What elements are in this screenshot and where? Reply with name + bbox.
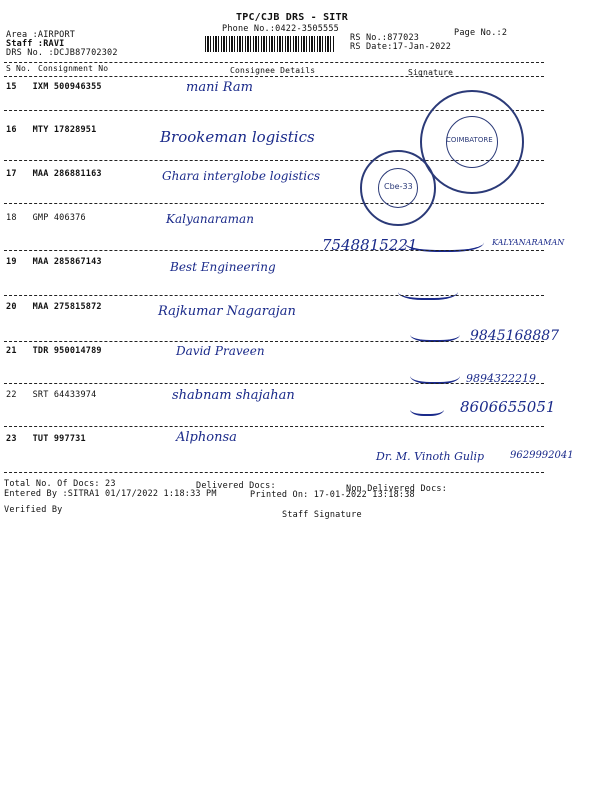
- divider: [4, 426, 544, 427]
- row-sno: 15: [6, 82, 17, 92]
- row-consignment: MAA 285867143: [32, 257, 102, 267]
- row-consignment: SRT 64433974: [32, 390, 97, 400]
- divider: [4, 203, 544, 204]
- signature-scribble: [410, 400, 444, 416]
- drs-number: DRS No. :DCJB87702302: [6, 48, 118, 58]
- rs-date: RS Date:17-Jan-2022: [350, 42, 452, 52]
- signature-scribble: [404, 228, 484, 252]
- row-sno: 17: [6, 169, 17, 179]
- phone-handwritten: 9845168887: [470, 328, 560, 344]
- consignee-name: Rajkumar Nagarajan: [158, 304, 296, 319]
- stamp-text: Cbe-33: [384, 182, 413, 191]
- verified-by: Verified By: [4, 505, 63, 515]
- row-21: [6, 346, 102, 356]
- barcode: [205, 36, 335, 52]
- document-title: TPC/CJB DRS - SITR: [236, 12, 348, 23]
- divider: [4, 472, 544, 473]
- row-15: [6, 82, 102, 92]
- divider: [4, 250, 544, 251]
- rs-number: RS No.:877023: [350, 33, 420, 43]
- page-number: Page No.:2: [454, 28, 508, 38]
- row-consignment: GMP 406376: [32, 213, 86, 223]
- staff-signature-label: Staff Signature: [282, 510, 362, 520]
- consignee-name: Ghara interglobe logistics: [162, 169, 321, 183]
- phone-handwritten: 8606655051: [460, 398, 556, 416]
- row-sno: 16: [6, 125, 17, 135]
- col-signature: Signature: [408, 68, 454, 77]
- consignee-name: shabnam shajahan: [172, 388, 295, 403]
- row-sno: 18: [6, 213, 17, 223]
- row-sno: 23: [6, 434, 17, 444]
- consignee-name: Brookeman logistics: [160, 128, 315, 146]
- signature-scribble: [410, 364, 460, 384]
- divider: [4, 383, 544, 384]
- staff-label: Staff :RAVI: [6, 39, 65, 49]
- row-sno: 22: [6, 390, 17, 400]
- consignee-name: Alphonsa: [176, 430, 237, 445]
- phone-handwritten: 7548815221: [322, 236, 418, 254]
- signature-scribble: [398, 280, 458, 300]
- company-stamp: [420, 90, 524, 194]
- row-sno: 20: [6, 302, 17, 312]
- entered-by: Entered By :SITRA1 01/17/2022 1:18:33 PM: [4, 489, 217, 499]
- phone-handwritten: 9894322219: [466, 372, 536, 385]
- row-18: [6, 213, 86, 223]
- row-consignment: IXM 500946355: [32, 82, 102, 92]
- consignee-name: mani Ram: [186, 80, 253, 95]
- delivered-docs: Delivered Docs:: [196, 481, 276, 491]
- row-22: [6, 390, 96, 400]
- signature-name: Dr. M. Vinoth Gulip: [376, 450, 485, 463]
- total-docs: Total No. Of Docs: 23: [4, 479, 116, 489]
- row-sno: 19: [6, 257, 17, 267]
- consignee-name: Kalyanaraman: [166, 212, 254, 226]
- row-consignment: MTY 17828951: [32, 125, 97, 135]
- row-consignment: TDR 950014789: [32, 346, 102, 356]
- non-delivered-docs: Non Delivered Docs:: [346, 484, 448, 494]
- post-office-stamp: [360, 150, 436, 226]
- row-16: [6, 125, 96, 135]
- signature-scribble: [410, 324, 460, 342]
- signature-name: KALYANARAMAN: [492, 238, 565, 247]
- row-consignment: TUT 997731: [32, 434, 86, 444]
- phone-number: Phone No.:0422-3505555: [222, 24, 339, 34]
- row-23: [6, 434, 86, 444]
- divider: [4, 341, 544, 342]
- row-20: [6, 302, 102, 312]
- divider: [4, 76, 544, 77]
- row-17: [6, 169, 102, 179]
- row-consignment: MAA 286881163: [32, 169, 102, 179]
- divider: [4, 62, 544, 63]
- divider: [4, 295, 544, 296]
- consignee-name: Best Engineering: [170, 260, 276, 274]
- printed-on: Printed On: 17-01-2022 13:18:38: [250, 490, 415, 500]
- col-consignee: Consignee Details: [230, 66, 316, 75]
- phone-handwritten: 9629992041: [510, 450, 574, 461]
- col-consignment: Consignment No: [38, 64, 109, 73]
- row-consignment: MAA 275815872: [32, 302, 102, 312]
- area-label: Area :AIRPORT: [6, 30, 76, 40]
- row-sno: 21: [6, 346, 17, 356]
- row-19: [6, 257, 102, 267]
- consignee-name: David Praveen: [176, 344, 265, 358]
- stamp-text: COIMBATORE: [446, 136, 493, 144]
- col-sno: S No.: [6, 64, 32, 73]
